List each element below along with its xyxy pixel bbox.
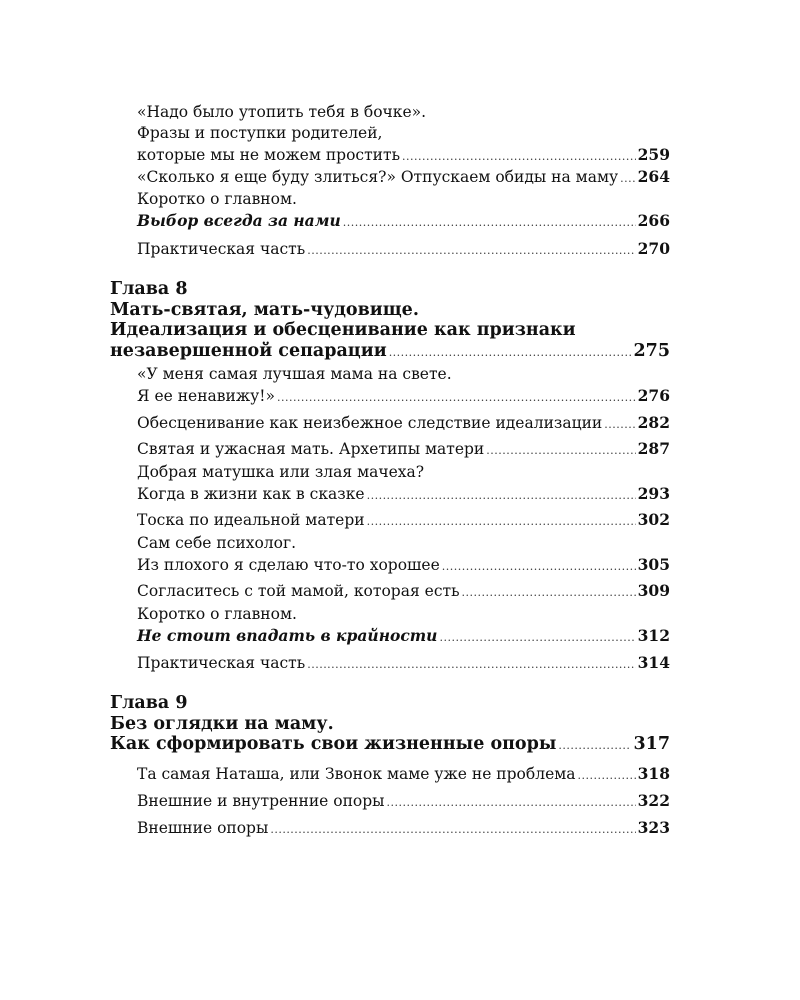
dot-leader bbox=[486, 440, 635, 461]
dot-leader bbox=[367, 485, 636, 506]
page-number: 317 bbox=[633, 734, 670, 754]
toc-entry[interactable] bbox=[137, 189, 670, 231]
page-number: 287 bbox=[637, 439, 670, 458]
toc-entry-line: Согласитесь с той мамой, которая есть bbox=[137, 582, 460, 600]
dot-leader bbox=[578, 765, 636, 786]
toc-entry-line: Обесценивание как неизбежное следствие идеализации bbox=[137, 414, 603, 432]
chapter-title-line: Без оглядки на маму. bbox=[110, 713, 334, 734]
dot-leader bbox=[558, 735, 631, 756]
dot-leader bbox=[270, 819, 635, 840]
chapter-title-line: Идеализация и обесценивание как признаки bbox=[110, 320, 576, 340]
dot-leader bbox=[367, 511, 636, 532]
page-number: 314 bbox=[637, 653, 670, 672]
toc-entry[interactable] bbox=[137, 509, 670, 530]
dot-leader bbox=[402, 146, 636, 167]
toc-entry-line: «Надо было утопить тебя в бочке». bbox=[137, 103, 427, 121]
toc-entry-line: Та самая Наташа, или Звонок маме уже не проблема bbox=[137, 765, 576, 783]
chapter-heading[interactable] bbox=[110, 693, 670, 755]
toc-entry-line: Внешние опоры bbox=[137, 819, 269, 837]
dot-leader bbox=[387, 792, 636, 813]
dot-leader bbox=[389, 342, 632, 363]
page-number: 305 bbox=[637, 555, 670, 574]
page-number: 318 bbox=[637, 764, 670, 783]
toc-entry-line: Добрая матушка или злая мачеха? bbox=[137, 463, 425, 481]
toc-entry[interactable] bbox=[137, 533, 670, 575]
page-number: 309 bbox=[637, 581, 670, 600]
dot-leader bbox=[620, 168, 636, 189]
toc-entry-line: Практическая часть bbox=[137, 654, 306, 672]
dot-leader bbox=[442, 556, 636, 577]
toc-entry-line: Не стоит впадать в крайности bbox=[137, 626, 438, 645]
chapter-title-line: Как сформировать свои жизненные опоры bbox=[110, 734, 557, 754]
toc-entry-line: Я ее ненавижу!» bbox=[137, 387, 275, 405]
toc-entry[interactable] bbox=[137, 364, 670, 406]
toc-entry[interactable] bbox=[137, 102, 670, 165]
toc-entry-line: Сам себе психолог. bbox=[137, 534, 297, 552]
page-number: 266 bbox=[637, 211, 670, 230]
chapter-label: Глава 9 bbox=[110, 693, 188, 713]
toc-entry-line: Коротко о главном. bbox=[137, 190, 297, 208]
toc-entry[interactable] bbox=[137, 166, 670, 187]
page-number: 312 bbox=[637, 626, 670, 645]
page-number: 275 bbox=[633, 340, 670, 361]
toc-entry[interactable] bbox=[137, 412, 670, 433]
toc-entry[interactable] bbox=[137, 238, 670, 259]
toc-entry-line: Тоска по идеальной матери bbox=[137, 511, 365, 529]
page-number: 282 bbox=[637, 413, 670, 432]
page-number: 322 bbox=[637, 791, 670, 810]
toc-entry[interactable] bbox=[137, 763, 670, 784]
chapter-label: Глава 8 bbox=[110, 279, 188, 299]
toc-entry[interactable] bbox=[137, 817, 670, 838]
toc-entry-line: Выбор всегда за нами bbox=[137, 211, 341, 230]
toc-entry[interactable] bbox=[137, 604, 670, 646]
page-number: 264 bbox=[637, 167, 670, 186]
page-number: 270 bbox=[637, 239, 670, 258]
dot-leader bbox=[343, 212, 636, 233]
chapter-title-line: Мать-святая, мать-чудовище. bbox=[110, 299, 419, 320]
chapter-heading[interactable] bbox=[110, 279, 670, 361]
dot-leader bbox=[277, 387, 636, 408]
toc-entry-line: «Сколько я еще буду злиться?» Отпускаем обиды на маму bbox=[137, 168, 619, 186]
toc-entry-line: Из плохого я сделаю что-то хорошее bbox=[137, 556, 440, 574]
page-number: 259 bbox=[637, 145, 670, 164]
toc-entry-line: Святая и ужасная мать. Архетипы матери bbox=[137, 440, 485, 458]
dot-leader bbox=[307, 240, 635, 261]
toc-entry-line: Когда в жизни как в сказке bbox=[137, 485, 365, 503]
dot-leader bbox=[439, 627, 635, 648]
page-number: 323 bbox=[637, 818, 670, 837]
dot-leader bbox=[604, 414, 635, 435]
toc-entry-line: Внешние и внутренние опоры bbox=[137, 792, 385, 810]
toc-entry-line: Фразы и поступки родителей, bbox=[137, 124, 383, 142]
toc-entry-line: «У меня самая лучшая мама на свете. bbox=[137, 365, 452, 383]
toc-entry[interactable] bbox=[137, 462, 670, 504]
toc-entry[interactable] bbox=[137, 438, 670, 459]
toc-entry-line: Практическая часть bbox=[137, 240, 306, 258]
chapter-title-line: незавершенной сепарации bbox=[110, 340, 387, 361]
toc-entry[interactable] bbox=[137, 790, 670, 811]
page-number: 276 bbox=[637, 386, 670, 405]
page-number: 293 bbox=[637, 484, 670, 503]
toc-entry[interactable] bbox=[137, 580, 670, 601]
page-number: 302 bbox=[637, 510, 670, 529]
toc-entry[interactable] bbox=[137, 652, 670, 673]
dot-leader bbox=[462, 582, 636, 603]
toc-entry-line: которые мы не можем простить bbox=[137, 146, 401, 164]
dot-leader bbox=[307, 654, 635, 675]
toc-entry-line: Коротко о главном. bbox=[137, 605, 297, 623]
